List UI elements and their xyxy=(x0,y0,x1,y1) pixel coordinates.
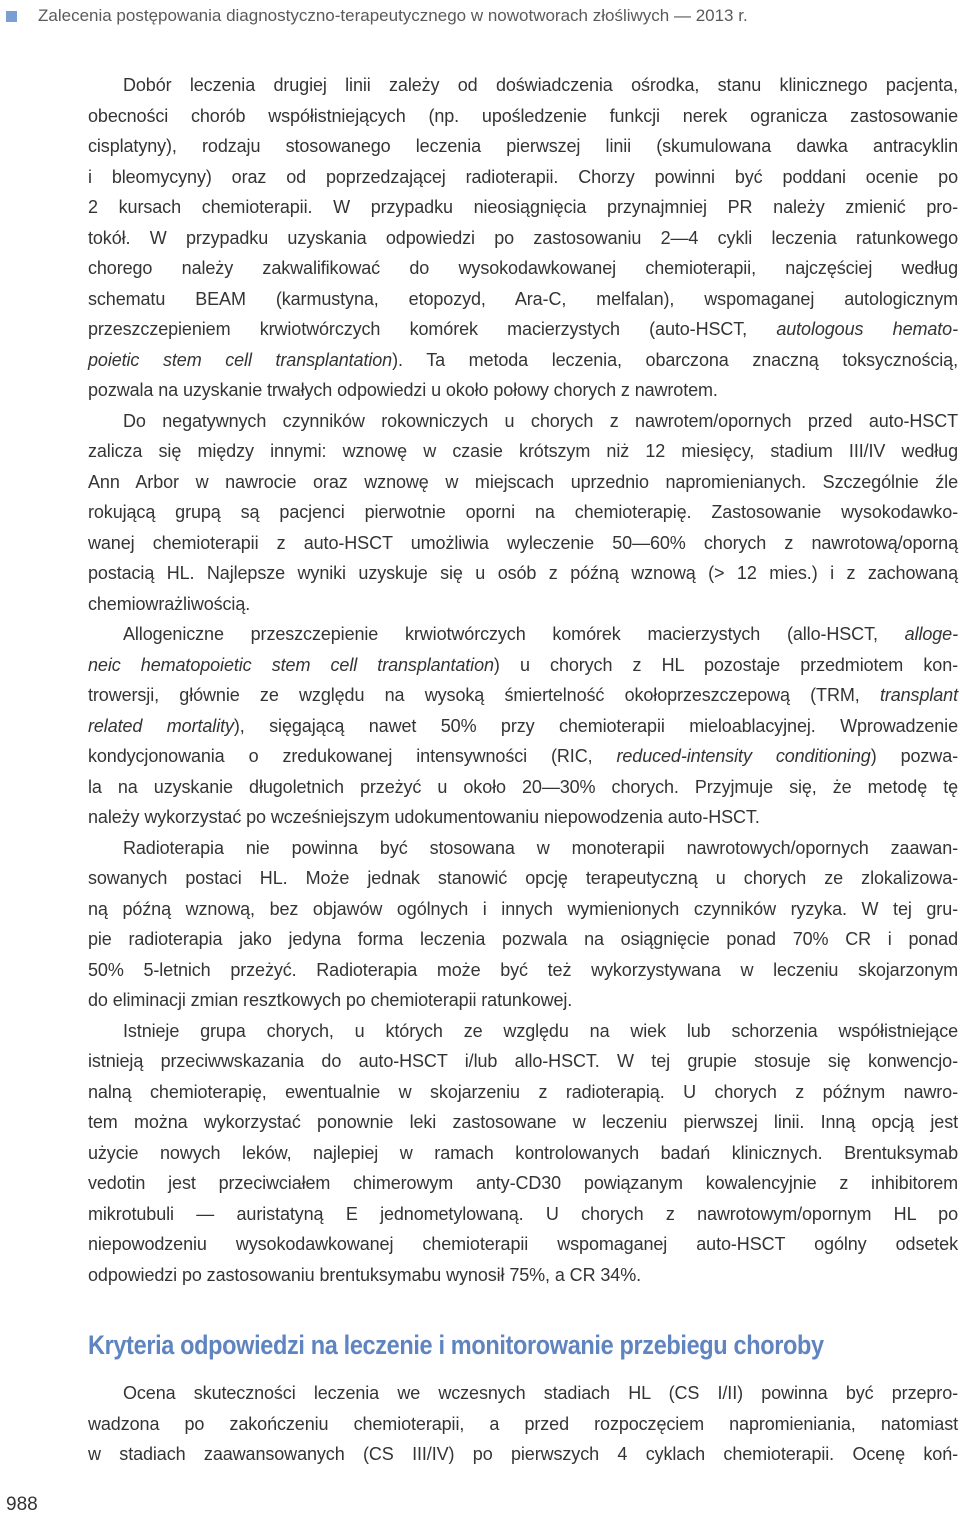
text-segment: i bleomycyny) oraz od poprzedzającej radioterapii. Chorzy powinni być poddani ocenie po xyxy=(88,166,958,187)
text-line xyxy=(88,894,958,925)
text-segment: tokół. W przypadku uzyskania odpowiedzi po zastosowaniu 2—4 cykli leczenia ratunkowego xyxy=(88,227,958,248)
text-line xyxy=(88,985,958,1016)
italic-term: transplant xyxy=(879,685,958,705)
text-line xyxy=(88,833,958,864)
text-segment: użycie nowych leków, najlepiej w ramach kontrolowanych badań klinicznych. Brentuksymab xyxy=(88,1142,958,1163)
text-segment: ) pozwa- xyxy=(870,746,958,766)
text-segment: rokującą grupą są pacjenci pierwotnie oporni na chemioterapię. Zastosowanie wysokodawko- xyxy=(88,502,958,522)
text-line xyxy=(88,131,958,162)
text-segment: Ocena skuteczności leczenia we wczesnych stadiach HL (CS I/II) powinna być przepro- xyxy=(123,1383,958,1403)
text-line xyxy=(88,497,958,528)
text-line xyxy=(88,924,958,955)
paragraph xyxy=(88,833,958,1016)
running-header xyxy=(6,5,748,27)
paragraph xyxy=(88,70,958,406)
text-line xyxy=(88,1138,958,1169)
italic-term: poietic stem cell transplantation xyxy=(88,349,393,370)
text-segment: ), sięgającą nawet 50% przy chemioterapii mieloablacyjnej. Wprowadzenie xyxy=(233,715,958,736)
text-segment: kondycjonowania o zredukowanej intensywności (RIC, xyxy=(88,746,617,766)
text-segment: vedotin jest przeciwciałem chimerowym anty-CD30 powiązanym kowalencyjnie z inhibitorem xyxy=(88,1173,958,1193)
text-segment: pozwala na uzyskanie trwałych odpowiedzi u około połowy chorych z nawrotem. xyxy=(88,380,718,400)
text-segment: wadzona po zakończeniu chemioterapii, a przed rozpoczęciem napromieniania, natomiast xyxy=(88,1413,958,1434)
text-line xyxy=(88,1199,958,1230)
text-line xyxy=(88,345,958,376)
text-line xyxy=(88,1046,958,1077)
body-text xyxy=(88,70,958,1290)
text-line xyxy=(88,1016,958,1047)
text-segment: Ann Arbor w nawrocie oraz wznowę w miejscach uprzednio napromienianych. Szczególnie źle xyxy=(88,471,958,492)
text-segment: do eliminacji zmian resztkowych po chemioterapii ratunkowej. xyxy=(88,990,573,1010)
text-line xyxy=(88,589,958,620)
text-segment: tem można wykorzystać ponownie leki zastosowane w leczeniu pierwszej linii. Inną opcją jest xyxy=(88,1112,958,1132)
text-segment: zalicza się między innymi: wznowę w czasie krótszym niż 12 miesięcy, stadium III/IV według xyxy=(88,441,958,461)
text-segment: Istnieje grupa chorych, u których ze względu na wiek lub schorzenia współistniejące xyxy=(123,1020,958,1041)
text-line xyxy=(88,406,958,437)
text-line xyxy=(88,223,958,254)
text-line xyxy=(88,711,958,742)
text-line xyxy=(88,1378,958,1409)
text-segment: wanej chemioterapii z auto-HSCT umożliwia wyleczenie 50—60% chorych z nawrotową/oporną xyxy=(88,532,958,553)
text-segment: należy wykorzystać po wcześniejszym udokumentowaniu niepowodzenia auto-HSCT. xyxy=(88,807,760,827)
text-segment: la na uzyskanie długoletnich przeżyć u około 20—30% chorych. Przyjmuje się, że metodę tę xyxy=(88,776,958,797)
text-segment: Do negatywnych czynników rokowniczych u chorych z nawrotem/opornych przed auto-HSCT xyxy=(123,410,958,431)
text-segment: 50% 5-letnich przeżyć. Radioterapia może być też wykorzystywana w leczeniu skojarzonym xyxy=(88,959,958,980)
paragraph xyxy=(88,619,958,833)
text-line xyxy=(88,772,958,803)
text-line xyxy=(88,375,958,406)
text-segment: ) u chorych z HL pozostaje przedmiotem kon- xyxy=(493,654,958,675)
text-line xyxy=(88,741,958,772)
section-heading: Kryteria odpowiedzi na leczenie i monitorowanie przebiegu choroby xyxy=(88,1330,824,1360)
text-line xyxy=(88,70,958,101)
text-line xyxy=(88,1409,958,1440)
text-segment: schematu BEAM (karmustyna, etopozyd, Ara-C, melfalan), wspomaganej autologicznym xyxy=(88,288,958,309)
text-line xyxy=(88,253,958,284)
text-line xyxy=(88,802,958,833)
text-line xyxy=(88,1077,958,1108)
text-line xyxy=(88,1439,958,1470)
text-line xyxy=(88,314,958,345)
text-line xyxy=(88,162,958,193)
text-line xyxy=(88,1229,958,1260)
text-line xyxy=(88,619,958,650)
text-line xyxy=(88,467,958,498)
text-line xyxy=(88,1168,958,1199)
italic-term: reduced-intensity conditioning xyxy=(616,746,871,766)
page-number: 988 xyxy=(6,1494,38,1515)
text-segment: istnieją przeciwwskazania do auto-HSCT i/lub allo-HSCT. W tej grupie stosuje się konwencjo- xyxy=(88,1051,958,1071)
italic-term: neic hematopoietic stem cell transplantation xyxy=(88,654,494,675)
text-segment: pie radioterapia jako jedyna forma leczenia pozwala na osiągnięcie ponad 70% CR i ponad xyxy=(88,929,958,949)
text-line xyxy=(88,284,958,315)
text-line xyxy=(88,528,958,559)
text-segment: ną późną wznową, bez objawów ogólnych i innych wymienionych czynników ryzyka. W tej gru- xyxy=(88,898,958,919)
text-line xyxy=(88,101,958,132)
text-line xyxy=(88,955,958,986)
text-line xyxy=(88,436,958,467)
text-line xyxy=(88,650,958,681)
text-segment: Allogeniczne przeszczepienie krwiotwórczych komórek macierzystych (allo-HSCT, xyxy=(123,624,905,644)
text-segment: mikrotubuli — auristatyną E jednometylowaną. U chorych z nawrotowym/opornym HL po xyxy=(88,1203,958,1224)
italic-term: related mortality xyxy=(88,715,234,736)
paragraph xyxy=(88,1016,958,1291)
text-line xyxy=(88,192,958,223)
text-segment: trowersji, głównie ze względu na wysoką śmiertelność okołoprzeszczepową (TRM, xyxy=(88,685,880,705)
italic-term: autologous hemato- xyxy=(776,319,958,339)
paragraph xyxy=(88,406,958,620)
text-line xyxy=(88,680,958,711)
text-segment: nalną chemioterapię, ewentualnie w skojarzeniu z radioterapią. U chorych z późnym nawro- xyxy=(88,1081,958,1102)
section-marker-square xyxy=(6,11,17,22)
text-segment: postacią HL. Najlepsze wyniki uzyskuje się u osób z późną wznową (> 12 mies.) i z zachowaną xyxy=(88,563,958,583)
text-segment: ). Ta metoda leczenia, obarczona znaczną toksycznością, xyxy=(392,349,958,370)
text-segment: niepowodzeniu wysokodawkowanej chemioterapii wspomaganej auto-HSCT ogólny odsetek xyxy=(88,1234,958,1254)
text-line xyxy=(88,558,958,589)
text-line xyxy=(88,1107,958,1138)
text-segment: Dobór leczenia drugiej linii zależy od doświadczenia ośrodka, stanu klinicznego pacjenta, xyxy=(123,75,958,95)
text-segment: chemiowrażliwością. xyxy=(88,593,251,614)
text-line xyxy=(88,1260,958,1291)
text-segment: sowanych postaci HL. Może jednak stanowić opcję terapeutyczną u chorych ze zlokalizowa- xyxy=(88,868,958,888)
section-body-text xyxy=(88,1378,958,1470)
text-segment: Radioterapia nie powinna być stosowana w monoterapii nawrotowych/opornych zaawan- xyxy=(123,837,958,858)
text-line xyxy=(88,863,958,894)
text-segment: cisplatyny), rodzaju stosowanego leczenia pierwszej linii (skumulowana dawka antracyklin xyxy=(88,136,958,156)
text-segment: obecności chorób współistniejących (np. upośledzenie funkcji nerek ogranicza zastosowanie xyxy=(88,105,958,126)
paragraph xyxy=(88,1378,958,1470)
text-segment: odpowiedzi po zastosowaniu brentuksymabu wynosił 75%, a CR 34%. xyxy=(88,1264,642,1285)
text-segment: 2 kursach chemioterapii. W przypadku nieosiągnięcia przynajmniej PR należy zmienić pro- xyxy=(88,197,958,217)
text-segment: przeszczepieniem krwiotwórczych komórek macierzystych (auto-HSCT, xyxy=(88,319,777,339)
text-segment: chorego należy zakwalifikować do wysokodawkowanej chemioterapii, najczęściej według xyxy=(88,258,958,278)
running-header-title: Zalecenia postępowania diagnostyczno-terapeutycznego w nowotworach złośliwych — 2013 r. xyxy=(38,6,748,25)
text-segment: w stadiach zaawansowanych (CS III/IV) po pierwszych 4 cyklach chemioterapii. Ocenę koń- xyxy=(88,1444,958,1464)
italic-term: alloge- xyxy=(904,624,958,644)
